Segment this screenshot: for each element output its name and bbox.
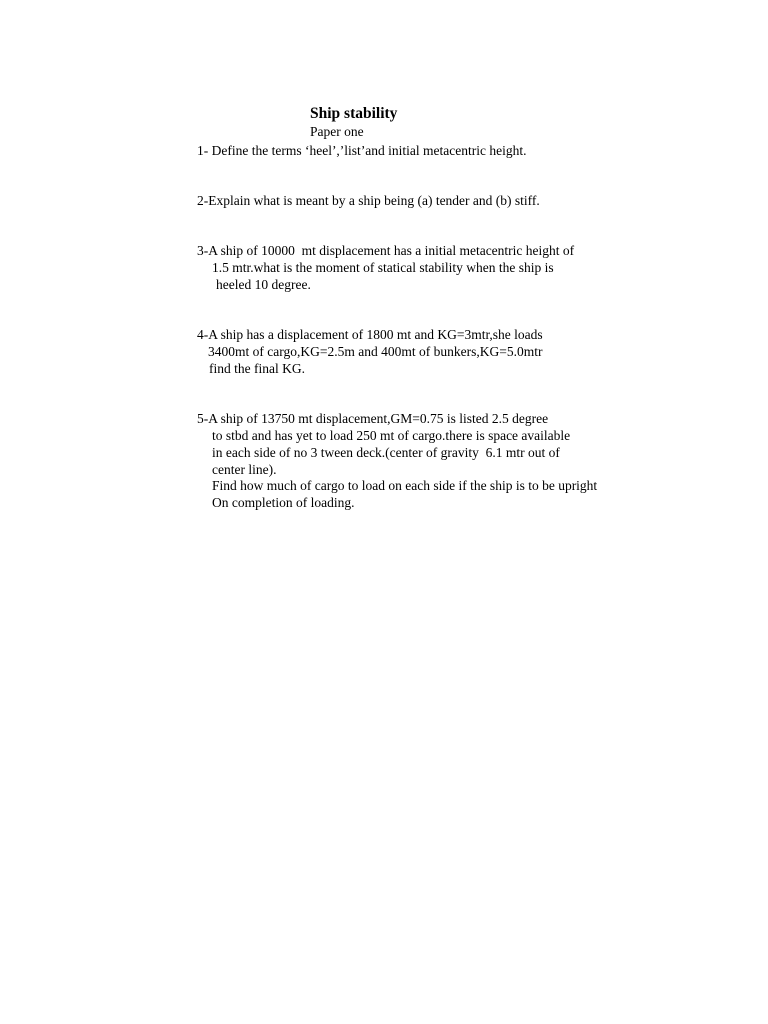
question-4-line-1: 4-A ship has a displacement of 1800 mt and KG=3mtr,she loads (197, 327, 543, 342)
document-title: Ship stability (310, 105, 398, 122)
question-5-line-2: to stbd and has yet to load 250 mt of cargo.there is space available (212, 428, 571, 443)
question-1-line-1: 1- Define the terms ‘heel’,’list’and initial metacentric height. (197, 143, 527, 158)
question-3-line-2: 1.5 mtr.what is the moment of statical stability when the ship is (212, 260, 554, 275)
question-5-line-6: On completion of loading. (212, 495, 355, 510)
question-2-line-1: 2-Explain what is meant by a ship being (a) tender and (b) stiff. (197, 193, 540, 208)
document-subtitle: Paper one (310, 124, 364, 139)
question-5-line-3: in each side of no 3 tween deck.(center of gravity 6.1 mtr out of (212, 445, 560, 460)
question-4-line-3: find the final KG. (209, 361, 305, 376)
question-5-line-1: 5-A ship of 13750 mt displacement,GM=0.75 is listed 2.5 degree (197, 411, 549, 426)
question-3-line-1: 3-A ship of 10000 mt displacement has a initial metacentric height of (197, 243, 575, 258)
question-5-line-5: Find how much of cargo to load on each side if the ship is to be upright (212, 478, 598, 493)
question-5-line-4: center line). (212, 462, 277, 477)
question-4-line-2: 3400mt of cargo,KG=2.5m and 400mt of bunkers,KG=5.0mtr (208, 344, 543, 359)
question-3-line-3: heeled 10 degree. (216, 277, 311, 292)
